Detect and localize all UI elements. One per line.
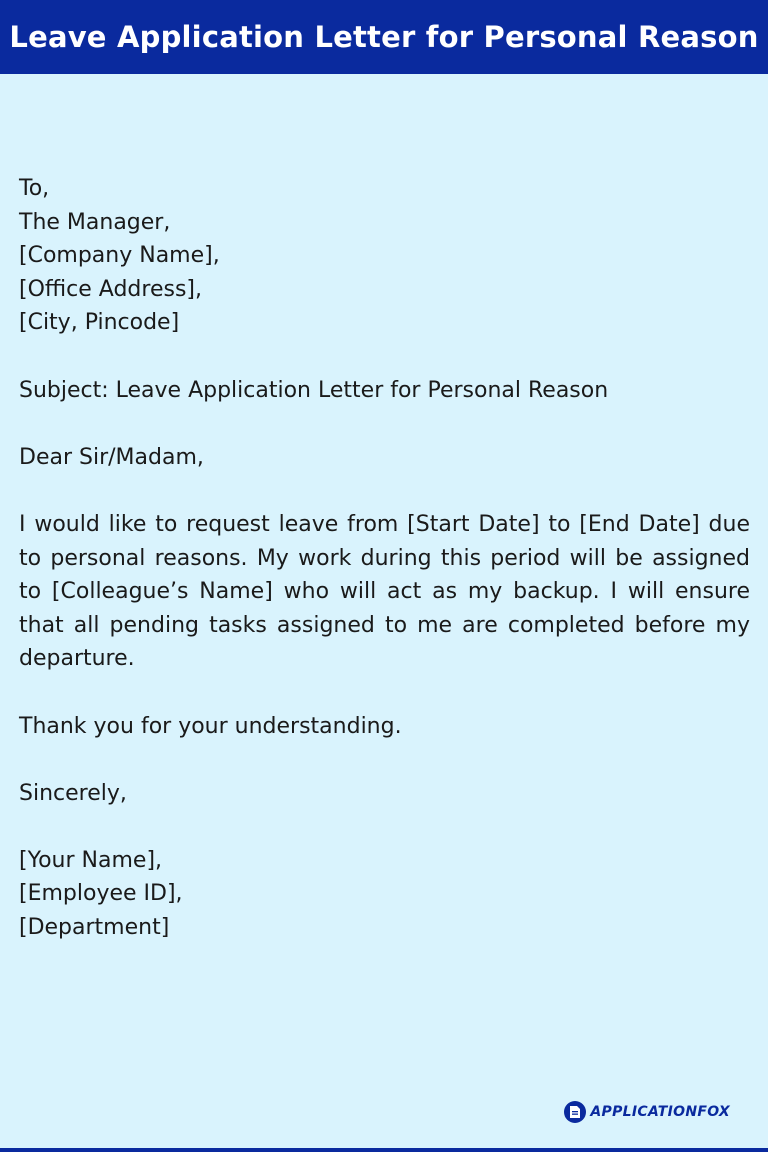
thanks-line: Thank you for your understanding. bbox=[19, 713, 402, 739]
letter-body bbox=[19, 172, 750, 945]
brand-name: APPLICATIONFOX bbox=[590, 1104, 730, 1120]
salutation: Dear Sir/Madam, bbox=[19, 444, 204, 470]
document-icon bbox=[564, 1101, 586, 1123]
closing-line: Sincerely, bbox=[19, 780, 127, 806]
bottom-border bbox=[0, 1148, 768, 1152]
page-title: Leave Application Letter for Personal Reason bbox=[9, 20, 759, 54]
address-line: [Company Name], bbox=[19, 243, 220, 269]
recipient-address bbox=[19, 172, 750, 340]
signature-block bbox=[19, 844, 750, 945]
address-line: The Manager, bbox=[19, 209, 171, 235]
signature-line: [Employee ID], bbox=[19, 881, 183, 907]
body-paragraph: I would like to request leave from [Start Date] to [End Date] due to personal reasons. My work during this period will be assigned to [Colleague’s Name] who will act as my backup. I will ensure that all pending tasks assigned to me are completed before my departure. bbox=[19, 511, 750, 672]
address-line: [City, Pincode] bbox=[19, 310, 180, 336]
brand-logo bbox=[564, 1101, 730, 1123]
subject-line: Subject: Leave Application Letter for Personal Reason bbox=[19, 377, 609, 403]
signature-line: [Your Name], bbox=[19, 847, 163, 873]
address-line: [Office Address], bbox=[19, 276, 202, 302]
signature-line: [Department] bbox=[19, 915, 170, 941]
title-banner bbox=[0, 0, 768, 74]
address-line: To, bbox=[19, 176, 50, 201]
